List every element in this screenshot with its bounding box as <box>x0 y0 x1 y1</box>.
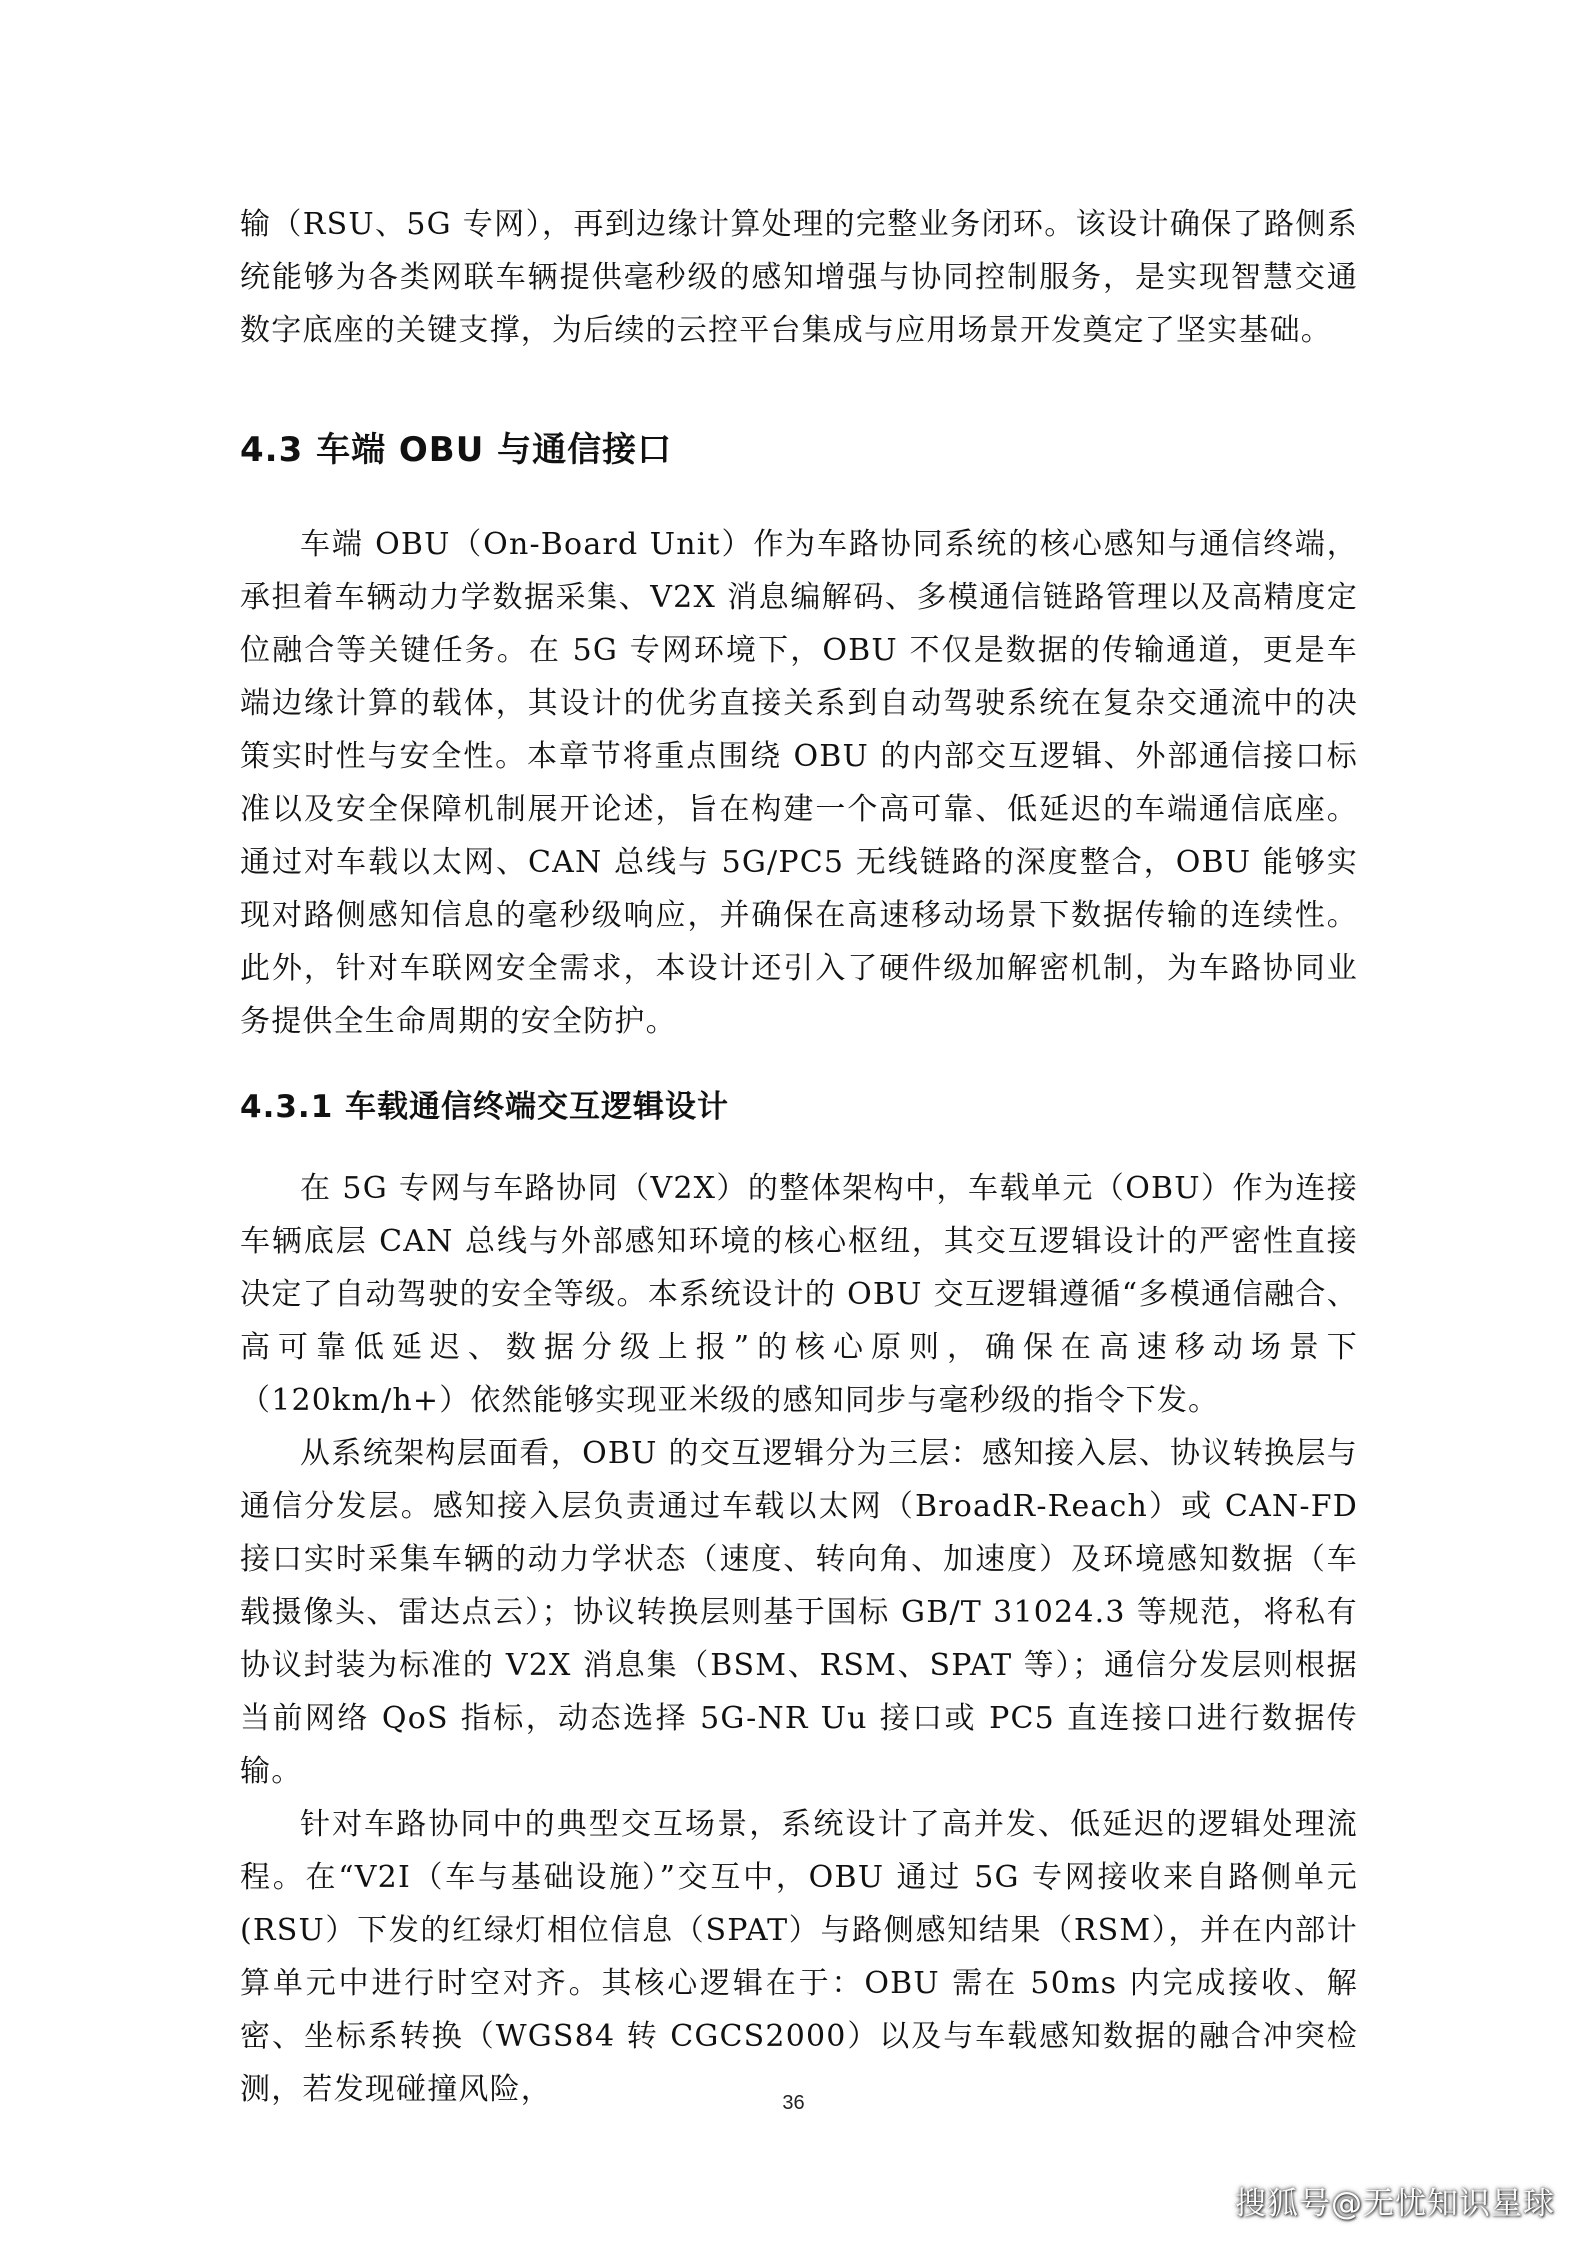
page-content <box>240 198 1358 2116</box>
section-heading: 4.3 车端 OBU 与通信接口 <box>240 430 673 470</box>
subsection-heading: 4.3.1 车载通信终端交互逻辑设计 <box>240 1089 730 1125</box>
page-number: 36 <box>782 2092 805 2114</box>
subsection-paragraph-3: 针对车路协同中的典型交互场景，系统设计了高并发、低延迟的逻辑处理流程。在“V2I（车与基础设施）”交互中，OBU 通过 5G 专网接收来自路侧单元(RSU）下发的红绿灯相位信息（SPAT）与路侧感知结果（RSM），并在内部计算单元中进行时空对齐。其核心逻辑在于：OBU 需在 50ms 内完成接收、解密、坐标系转换（WGS84 转 CGCS2000）以及与车载感知数据的融合冲突检测，若发现碰撞风险， <box>240 1807 1358 2107</box>
section-paragraph: 车端 OBU（On-Board Unit）作为车路协同系统的核心感知与通信终端，承担着车辆动力学数据采集、V2X 消息编解码、多模通信链路管理以及高精度定位融合等关键任务。在 5G 专网环境下，OBU 不仅是数据的传输通道，更是车端边缘计算的载体，其设计的优劣直接关系到自动驾驶系统在复杂交通流中的决策实时性与安全性。本章节将重点围绕 OBU 的内部交互逻辑、外部通信接口标准以及安全保障机制展开论述，旨在构建一个高可靠、低延迟的车端通信底座。通过对车载以太网、CAN 总线与 5G/PC5 无线链路的深度整合，OBU 能够实现对路侧感知信息的毫秒级响应，并确保在高速移动场景下数据传输的连续性。此外，针对车联网安全需求，本设计还引入了硬件级加解密机制，为车路协同业务提供全生命周期的安全防护。 <box>240 527 1358 1039</box>
subsection-paragraph-1: 在 5G 专网与车路协同（V2X）的整体架构中，车载单元（OBU）作为连接车辆底层 CAN 总线与外部感知环境的核心枢纽，其交互逻辑设计的严密性直接决定了自动驾驶的安全等级。本系统设计的 OBU 交互逻辑遵循“多模通信融合、高可靠低延迟、数据分级上报”的核心原则，确保在高速移动场景下（120km/h+）依然能够实现亚米级的感知同步与毫秒级的指令下发。 <box>240 1171 1358 1418</box>
watermark: 搜狐号@无忧知识星球 <box>1235 2186 1555 2222</box>
paragraph-top: 输（RSU、5G 专网），再到边缘计算处理的完整业务闭环。该设计确保了路侧系统能够为各类网联车辆提供毫秒级的感知增强与协同控制服务，是实现智慧交通数字底座的关键支撑，为后续的云控平台集成与应用场景开发奠定了坚实基础。 <box>240 207 1358 348</box>
subsection-paragraph-2: 从系统架构层面看，OBU 的交互逻辑分为三层：感知接入层、协议转换层与通信分发层。感知接入层负责通过车载以太网（BroadR-Reach）或 CAN-FD 接口实时采集车辆的动力学状态（速度、转向角、加速度）及环境感知数据（车载摄像头、雷达点云）；协议转换层则基于国标 GB/T 31024.3 等规范，将私有协议封装为标准的 V2X 消息集（BSM、RSM、SPAT 等）；通信分发层则根据当前网络 QoS 指标，动态选择 5G-NR Uu 接口或 PC5 直连接口进行数据传输。 <box>240 1436 1358 1789</box>
